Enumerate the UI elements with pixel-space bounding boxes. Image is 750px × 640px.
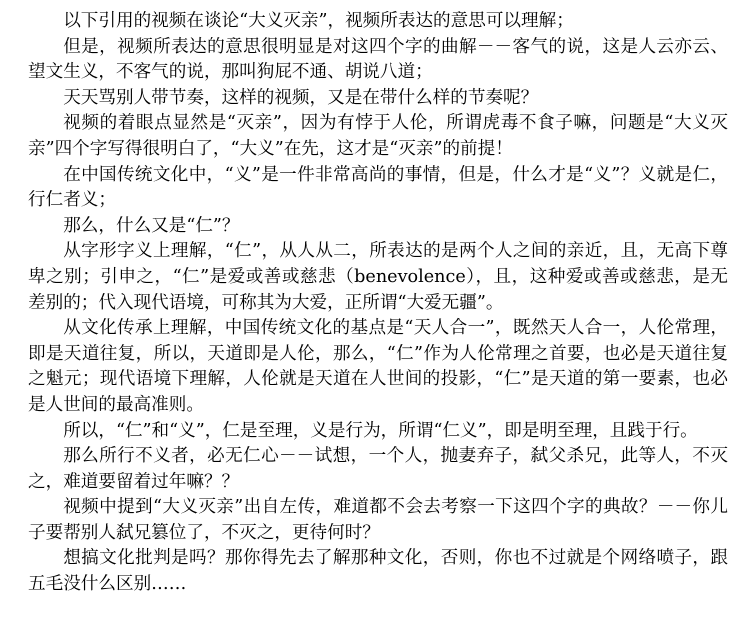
paragraph-6: 那么，什么又是“仁”？ [63,215,240,236]
paragraph-5: 在中国传统文化中，“义”是一件非常高尚的事情，但是，什么才是“义”？义就是仁，行仁者义； [28,164,728,211]
paragraph-11: 视频中提到“大义灭亲”出自左传，难道都不会去考察一下这四个字的典故？－－你儿子要帮别人弑兄篡位了，不灭之，更待何时？ [28,497,728,543]
paragraph-12: 想搞文化批判是吗？那你得先去了解那种文化，否则，你也不过就是个网络喷子，跟五毛没什么区别…… [28,548,728,595]
paragraph-2: 但是，视频所表达的意思很明显是对这四个字的曲解－－客气的说，这是人云亦云、望文生义，不客气的说，那叫狗屁不通、胡说八道； [28,36,728,83]
paragraph-8: 从文化传承上理解，中国传统文化的基点是“天人合一”，既然天人合一，人伦常理，即是天道往复，所以，天道即是人伦，那么，“仁”作为人伦常理之首要，也必是天道往复之魁元；现代语境下理解，人伦就是天道在人世间的投影，“仁”是天道的第一要素，也必是人世间的最高准则。 [28,318,728,415]
paragraph-9: 所以，“仁”和“义”，仁是至理，义是行为，所谓“仁义”，即是明至理，且践于行。 [63,420,698,441]
paragraph-1: 以下引用的视频在谈论“大义灭亲”，视频所表达的意思可以理解； [63,11,574,31]
paragraph-7: 从字形字义上理解，“仁”，从人从二，所表达的是两个人之间的亲近，且，无高下尊卑之别；引申之，“仁”是爱或善或慈悲（benevolence），且，这种爱或善或慈悲，是无差别的；代入现代语境，可称其为大爱，正所谓“大爱无疆”。 [28,241,728,313]
paragraph-10: 那么所行不义者，必无仁心－－试想，一个人，抛妻弃子，弑父杀兄，此等人，不灭之，难道要留着过年嘛？？ [28,446,728,492]
paragraph-4: 视频的着眼点显然是“灭亲”，因为有悖于人伦，所谓虎毒不食子嘛，问题是“大义灭亲”四个字写得很明白了，“大义”在先，这才是“灭亲”的前提！ [28,113,728,159]
paragraph-3: 天天骂别人带节奏，这样的视频，又是在带什么样的节奏呢？ [63,87,539,108]
